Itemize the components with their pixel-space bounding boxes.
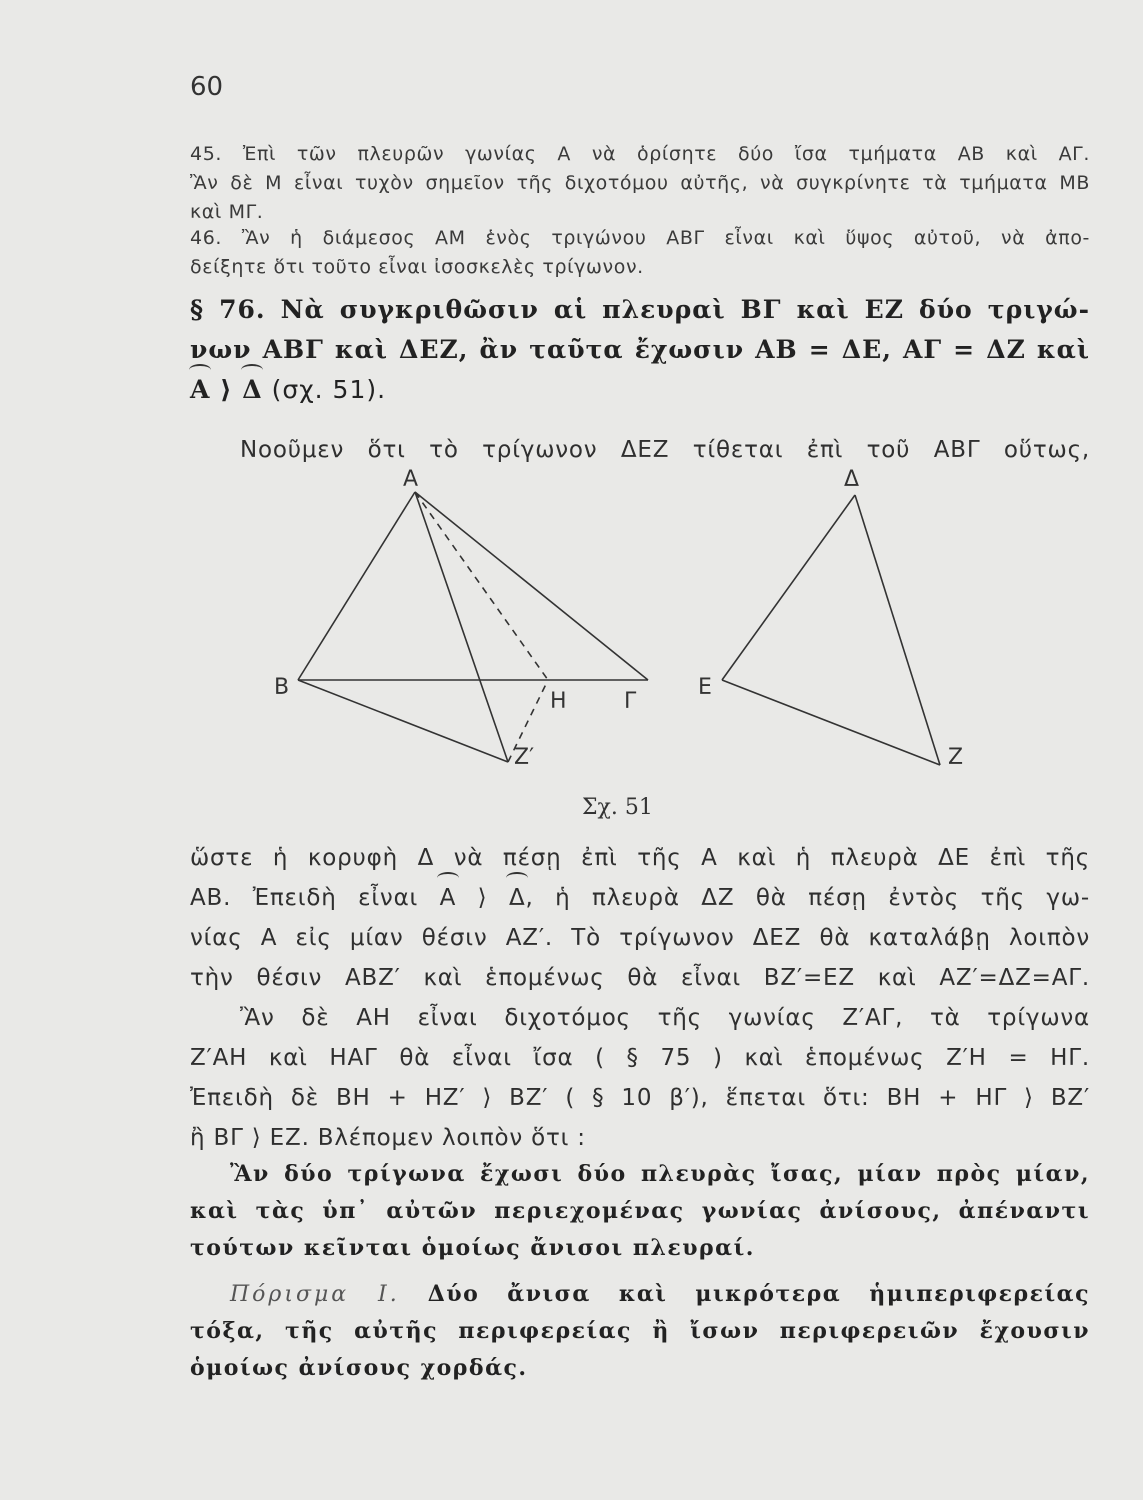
- porism-line-1: [190, 1276, 1090, 1313]
- figure-51: [260, 460, 1020, 840]
- proof-line-1: ὥστε ἡ κορυφὴ Δ νὰ πέσῃ ἐπὶ τῆς Α καὶ ἡ πλευρὰ ΔΕ ἐπὶ τῆς: [190, 845, 1090, 871]
- figure-caption: Σχ. 51: [582, 795, 653, 820]
- angle-d-symbol: Δ: [242, 370, 262, 410]
- side-ab: [298, 492, 415, 680]
- exercise-45: [190, 140, 1090, 227]
- section-line-1: § 76. Νὰ συγκριθῶσιν αἱ πλευραὶ ΒΓ καὶ ΕΖ δύο τριγώ-: [190, 295, 1090, 324]
- theorem-line-3: τούτων κεῖνται ὁμοίως ἄνισοι πλευραί.: [190, 1235, 755, 1261]
- proof-line-2: [190, 878, 1090, 918]
- label-z: Ζ: [948, 745, 964, 770]
- section-line-3: [190, 370, 1090, 410]
- exercise-45-line-2: Ἂν δὲ Μ εἶναι τυχὸν σημεῖον τῆς διχοτόμου αὐτῆς, νὰ συγκρίνητε τὰ τμήματα ΜΒ: [190, 172, 1090, 194]
- porism-line-1-text: Δύο ἄνισα καὶ μικρότερα ἡμιπεριφερείας: [399, 1281, 1090, 1307]
- porism-line-3: ὁμοίως ἀνίσους χορδάς.: [190, 1355, 528, 1381]
- greater-sign: ⟩: [210, 375, 243, 404]
- proof-line-7: Ἐπειδὴ δὲ ΒΗ + ΗΖ′ ⟩ ΒΖ′ ( § 10 β′), ἕπεται ὅτι: ΒΗ + ΗΓ ⟩ ΒΖ′: [190, 1085, 1090, 1111]
- label-z-prime: Ζ′: [514, 745, 535, 770]
- angle-a-symbol: Α: [190, 370, 210, 410]
- intro-line: Νοοῦμεν ὅτι τὸ τρίγωνον ΔΕΖ τίθεται ἐπὶ τοῦ ΑΒΓ οὕτως,: [240, 437, 1090, 463]
- theorem-line-2: καὶ τὰς ὑπ᾽ αὐτῶν περιεχομένας γωνίας ἀνίσους, ἀπέναντι: [190, 1198, 1090, 1224]
- section-line-2: νων ΑΒΓ καὶ ΔΕΖ, ἂν ταῦτα ἔχωσιν ΑΒ = ΔΕ, ΑΓ = ΔΖ καὶ: [190, 335, 1090, 364]
- side-ag: [415, 492, 648, 680]
- label-a: Α: [403, 467, 419, 492]
- proof-angle-a: Α: [440, 878, 457, 918]
- porism-label: Πόρισμα Ι.: [230, 1282, 400, 1307]
- proof-line-4: τὴν θέσιν ΑΒΖ′ καὶ ἑπομένως θὰ εἶναι ΒΖ′=ΕΖ καὶ ΑΖ′=ΔΖ=ΑΓ.: [190, 965, 1090, 991]
- side-bz1: [298, 680, 508, 762]
- porism-line-2: τόξα, τῆς αὐτῆς περιφερείας ἢ ἴσων περιφερειῶν ἔχουσιν: [190, 1318, 1090, 1344]
- bisector-ah: [415, 492, 548, 680]
- label-g: Γ: [624, 689, 637, 714]
- label-d: Δ: [844, 467, 860, 492]
- porism-1: [190, 1276, 1090, 1387]
- exercise-46-line-2: δείξητε ὅτι τοῦτο εἶναι ἰσοσκελὲς τρίγωνον.: [190, 256, 644, 278]
- proof-angle-d: Δ: [509, 878, 526, 918]
- figure-reference: (σχ. 51).: [262, 375, 387, 404]
- proof-greater-sign: ⟩: [456, 885, 509, 911]
- theorem-statement: [190, 1156, 1090, 1267]
- page-number: 60: [190, 72, 224, 102]
- proof-line-6: Ζ′ΑΗ καὶ ΗΑΓ θὰ εἶναι ἴσα ( § 75 ) καὶ ἑπομένως Ζ′Η = ΗΓ.: [190, 1045, 1090, 1071]
- exercise-46: [190, 224, 1090, 282]
- label-b: Β: [274, 675, 290, 700]
- proof-line-8: ἢ ΒΓ ⟩ ΕΖ. Βλέπομεν λοιπὸν ὅτι :: [190, 1125, 586, 1151]
- exercise-45-line-1: 45. Ἐπὶ τῶν πλευρῶν γωνίας Α νὰ ὁρίσητε δύο ἴσα τμήματα ΑΒ καὶ ΑΓ.: [190, 143, 1090, 165]
- section-76-heading: [190, 290, 1090, 410]
- proof-line-5: Ἂν δὲ ΑΗ εἶναι διχοτόμος τῆς γωνίας Ζ′ΑΓ, τὰ τρίγωνα: [240, 1005, 1090, 1031]
- proof-text: [190, 838, 1090, 1158]
- label-e: Ε: [698, 675, 712, 700]
- side-de: [722, 495, 855, 680]
- exercise-45-line-3: καὶ ΜΓ.: [190, 201, 264, 223]
- proof-line-2-end: , ἡ πλευρὰ ΔΖ θὰ πέσῃ ἐντὸς τῆς γω-: [525, 885, 1090, 911]
- proof-line-2-start: ΑΒ. Ἐπειδὴ εἶναι: [190, 885, 440, 911]
- proof-line-3: νίας Α εἰς μίαν θέσιν ΑΖ′. Τὸ τρίγωνον ΔΕΖ θὰ καταλάβῃ λοιπὸν: [190, 925, 1090, 951]
- label-h: Η: [550, 689, 567, 714]
- side-dz: [855, 495, 940, 765]
- side-ez: [722, 680, 940, 765]
- theorem-line-1: Ἂν δύο τρίγωνα ἔχωσι δύο πλευρὰς ἴσας, μίαν πρὸς μίαν,: [230, 1161, 1090, 1187]
- side-az1: [415, 492, 508, 762]
- exercise-46-line-1: 46. Ἂν ἡ διάμεσος ΑΜ ἑνὸς τριγώνου ΑΒΓ εἶναι καὶ ὕψος αὐτοῦ, νὰ ἀπο-: [190, 227, 1090, 249]
